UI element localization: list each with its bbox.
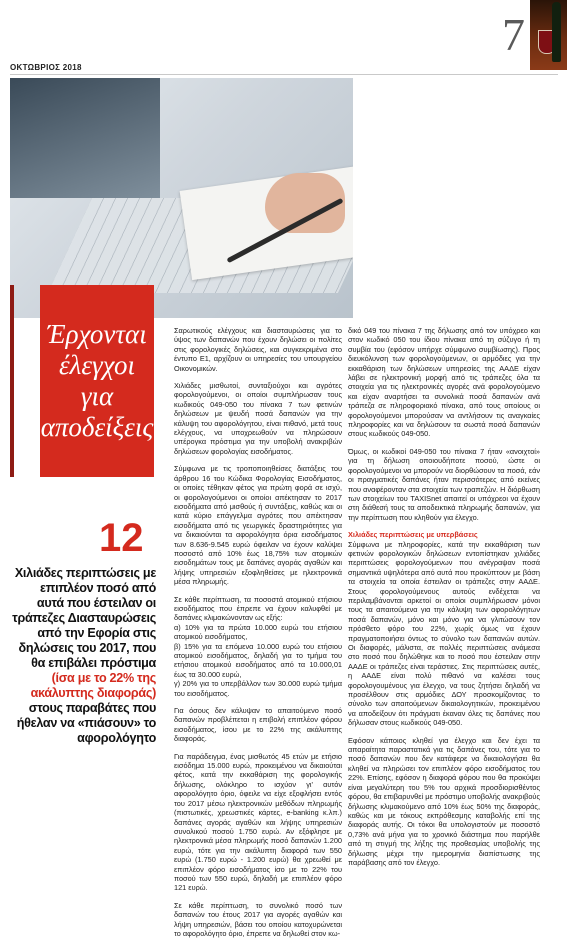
wine-bottle-icon <box>552 2 561 62</box>
sidebar-summary <box>10 566 156 746</box>
sidebar-number: 12 <box>99 516 144 560</box>
paragraph: Σαρωτικούς ελέγχους και διασταυρώσεις για το ύψος των δαπανών που έχουν δηλώσει οι πολίτες στις φορολογικές δηλώσεις, και συγκεκριμένα στο έντυπο Ε1, αρχίζουν οι υπηρεσίες του υπουργείου Οικονομικών. <box>174 326 342 373</box>
article-photo <box>10 78 353 318</box>
section-subheading: Χιλιάδες περιπτώσεις με υπερβάσεις <box>348 530 478 540</box>
paragraph: Για παράδειγμα, ένας μισθωτός 45 ετών με ετήσιο εισόδημα 15.000 ευρώ, προκειμένου να δικαιούται φέτος, κατά την εκκαθάριση της φορολογικής δήλωσης, ολόκληρο το ισχύον γι' αυτόν αφορολόγητο όριο, όφειλε να είχε εξοφλήσει εντός του 2017 μέσω ηλεκτρονικών μεθόδων πληρωμής (πιστωτικές, χρεωστικές κάρτες, e-banking κ.λπ.) δαπάνες αγοράς αγαθών και λήψης υπηρεσιών συνολικού ποσού 1.750 ευρώ. Αν εξόφλησε με ηλεκτρονικά μέσα πληρωμής ποσό δαπανών 1.200 ευρώ, τότε για την ακάλυπτη διαφορά των 550 ευρώ (1.750 ευρώ - 1.200 ευρώ) θα χρεωθεί με επιπλέον φόρο εισοδήματος ίσο με το 22% του ποσού των 550 ευρώ, δηλαδή με επιπλέον φόρο 121 ευρώ. <box>174 751 342 893</box>
header-divider <box>10 74 558 75</box>
list-item: β) 15% για τα επόμενα 10.000 ευρώ του ετήσιου ατομικού εισοδήματος, δηλαδή για το τμήμα του ετήσιου ατομικού εισοδήματος από τα 10.000,01 έως τα 30.000 ευρώ, <box>174 641 342 679</box>
headline: Έρχονται έλεγχοι για αποδείξεις <box>40 285 154 477</box>
sidebar-text-part2: στους παραβάτες που ήθελαν να «πιάσουν» το αφορολόγητο <box>16 701 156 745</box>
wine-photo-thumbnail <box>530 0 567 70</box>
list-item: γ) 20% για το υπερβάλλον των 30.000 ευρώ τμήμα του εισοδήματος. <box>174 679 342 698</box>
article-column-1 <box>174 326 342 946</box>
paragraph: Για όσους δεν κάλυψαν το απαιτούμενο ποσό δαπανών προβλέπεται η επιβολή επιπλέον φόρου εισοδήματος, ίσου με το 22% της ακάλυπτης διαφοράς. <box>174 706 342 744</box>
paragraph: Όμως, οι κωδικοί 049-050 του πίνακα 7 ήταν «ανοιχτοί» για τη δήλωση οποιουδήποτε ποσού, ώστε οι φορολογούμενοι να μπορούν να διορθώσουν τα ποσά, εάν οι πραγματικές δαπάνες ήταν περισσότερες από εκείνες που αναφέρονταν στα στοιχεία των τραπεζών. Η διόρθωση των στοιχείων του TAXISnet απαιτεί οι υπόχρεοι να έχουν στη διάθεσή τους τα αποδεικτικά πληρωμής δαπανών, για την περίπτωση που κληθούν για έλεγχο. <box>348 446 540 522</box>
list-item: α) 10% για τα πρώτα 10.000 ευρώ του ετήσιου ατομικού εισοδήματος, <box>174 622 342 642</box>
page-number: 7 <box>502 9 525 60</box>
sidebar-text-part1: Χιλιάδες περιπτώσεις με επιπλέον ποσό από αυτά που έστειλαν οι τράπεζες Διασταυρώσεις από την Εφορία στις δηλώσεις του 2017, που θα επιβάλει πρόστιμα <box>12 566 156 670</box>
paragraph: Χιλιάδες μισθωτοί, συνταξιούχοι και αγρότες φορολογούμενοι, οι οποίοι συμπλήρωσαν τους κωδικούς 049-050 του πίνακα 7 των φετινών δηλώσεων με ψευδή ποσά δαπανών για την κάλυψη του αφορολόγητου, είναι πιθανό, μετά τους ελέγχους, να υποχρεωθούν να πληρώσουν υπέρογκα πρόστιμα για την υποβολή ανακριβών δηλώσεων φορολογίας εισοδήματος. <box>174 381 342 456</box>
monitor-shape <box>10 78 160 198</box>
article-column-2 <box>348 326 540 875</box>
sidebar-text-highlight: (ίσα με το 22% της ακάλυπτης διαφοράς) <box>30 671 156 700</box>
paragraph: Εφόσον κάποιος κληθεί για έλεγχο και δεν έχει τα απαραίτητα παραστατικά για τις δαπάνες του, τότε για το ποσό δαπανών που δεν κατάφερε να δικαιολογήσει θα κληθεί να πληρώσει τον επιπλέον φόρο εισοδήματος του 22%. Επίσης, εφόσον η διαφορά φόρου που θα προκύψει είναι μεγαλύτερη του 5% του αρχικά προσδιορισθέντος φόρου, θα επιβαρυνθεί με πρόστιμο υποβολής ανακριβούς δήλωσης κλιμακούμενο από 10% έως 50% της διαφοράς, καθώς και με τόκους εκπρόθεσμης καταβολής επί της διαφοράς αυτής. Οι τόκοι θα υπολογιστούν με ποσοστό 0,73% ανά μήνα για το χρονικό διάστημα που παρήλθε από τη στιγμή της λήξης της προθεσμίας υποβολής της δήλωσης μέχρι την ημερομηνία διαπίστωσης της παράβασης από τον έλεγχο. <box>348 735 540 867</box>
paragraph: δικό 049 του πίνακα 7 της δήλωσης από τον υπόχρεο και στον κωδικό 050 του ίδιου πίνακα από τη σύζυγο ή τη συμβία του (εφόσον υπήρχε σύμφωνο συμβίωσης). Προς διευκόλυνση των φορολογούμενων, οι αρμόδιες για την εκκαθάριση των δηλώσεων υπηρεσίες της ΑΑΔΕ είχαν λάβει σε ηλεκτρονική μορφή από τις τράπεζες όλα τα στοιχεία για τις ηλεκτρονικές αγορές ανά φορολογούμενο και είχαν αναρτήσει τα συνολικά ποσά δαπανών ανά τράπεζα σε πληροφοριακό πίνακα, από τους οποίους οι φορολογούμενοι μπορούσαν να αντλήσουν τις αναγκαίες πληροφορίες και να δηλώσουν τα σωστά ποσά δαπανών στους κωδικούς 049-050. <box>348 326 540 439</box>
paragraph: Σύμφωνα με τις τροποποιηθείσες διατάξεις του άρθρου 16 του Κώδικα Φορολογίας Εισοδήματος, οι οποίες τέθηκαν φέτος για πρώτη φορά σε ισχύ, οι φορολογούμενοι οι οποίοι απέκτησαν το 2017 εισοδήματα από μισθούς ή συντάξεις, καθώς και οι κατά κύριο επάγγελμα αγρότες που απέκτησαν εισοδήματα από τις γεωργικές δραστηριότητες για να δικαιούνται τα αφορολόγητα όρια εισοδήματος των 8.636-9.545 ευρώ όφειλαν να έχουν καλύψει ποσοστό από 10% έως 18,75% των ατομικών εισοδημάτων τους με δαπάνες αγοράς αγαθών και λήψης υπηρεσιών εξοφληθείσες με ηλεκτρονικά μέσα πληρωμής. <box>174 464 342 587</box>
paragraph: Σε κάθε περίπτωση, τα ποσοστά ατομικού ετήσιου εισοδήματος που έπρεπε να έχουν καλυφθεί με δαπάνες κλιμακώνονταν ως εξής: <box>174 594 342 623</box>
issue-date: ΟΚΤΩΒΡΙΟΣ 2018 <box>10 63 82 72</box>
headline-accent-bar <box>10 285 14 477</box>
paragraph: Σε κάθε περίπτωση, το συνολικό ποσό των δαπανών του έτους 2017 για αγορές αγαθών και λήψη υπηρεσιών, βάσει του οποίου κατοχυρώνεται το αφορολόγητο όριο, έπρεπε να δηλωθεί στον κω- <box>174 900 342 938</box>
paragraph: Σύμφωνα με πληροφορίες, κατά την εκκαθάριση των φετινών φορολογικών δηλώσεων εντοπίστηκαν χιλιάδες περιπτώσεις φορολογούμενων που ανέγραψαν ποσά σημαντικά υψηλότερα από αυτά που προκύπτουν με βάση τα στοιχεία τα οποία έστειλαν οι τράπεζες στην ΑΑΔΕ. Στους φορολογούμενους αυτούς ενδέχεται να περιλαμβάνονται αρκετοί οι οποίοι συμπλήρωσαν μόνοι τους τα απαιτούμενα για την κάλυψη των αφορολόγητων ποσά δαπανών, μόνο και μόνο για να γλιτώσουν τον πρόσθετο φόρο του 22%, χωρίς όμως να έχουν πραγματοποιήσει όντως το σύνολο των δαπανών αυτών. Οι διαφορές, μάλιστα, σε πολλές περιπτώσεις ανάμεσα στο ποσό που δηλώθηκε και το ποσό που έστειλαν στην ΑΑΔΕ οι τράπεζες είναι τεράστιες. Στις περιπτώσεις αυτές, η ΑΑΔΕ είναι πολύ πιθανό να καλέσει τους φορολογουμένους για έλεγχο, να τους ζητήσει δηλαδή να προσέλθουν στις αρμόδιες ΔΟΥ προσκομίζοντας το σύνολο των απαιτούμενων δικαιολογητικών, προκειμένου να αποδείξουν ότι πράγματι έκαναν όλες τις δαπάνες που δήλωσαν στους κωδικούς 049-050. <box>348 539 540 728</box>
